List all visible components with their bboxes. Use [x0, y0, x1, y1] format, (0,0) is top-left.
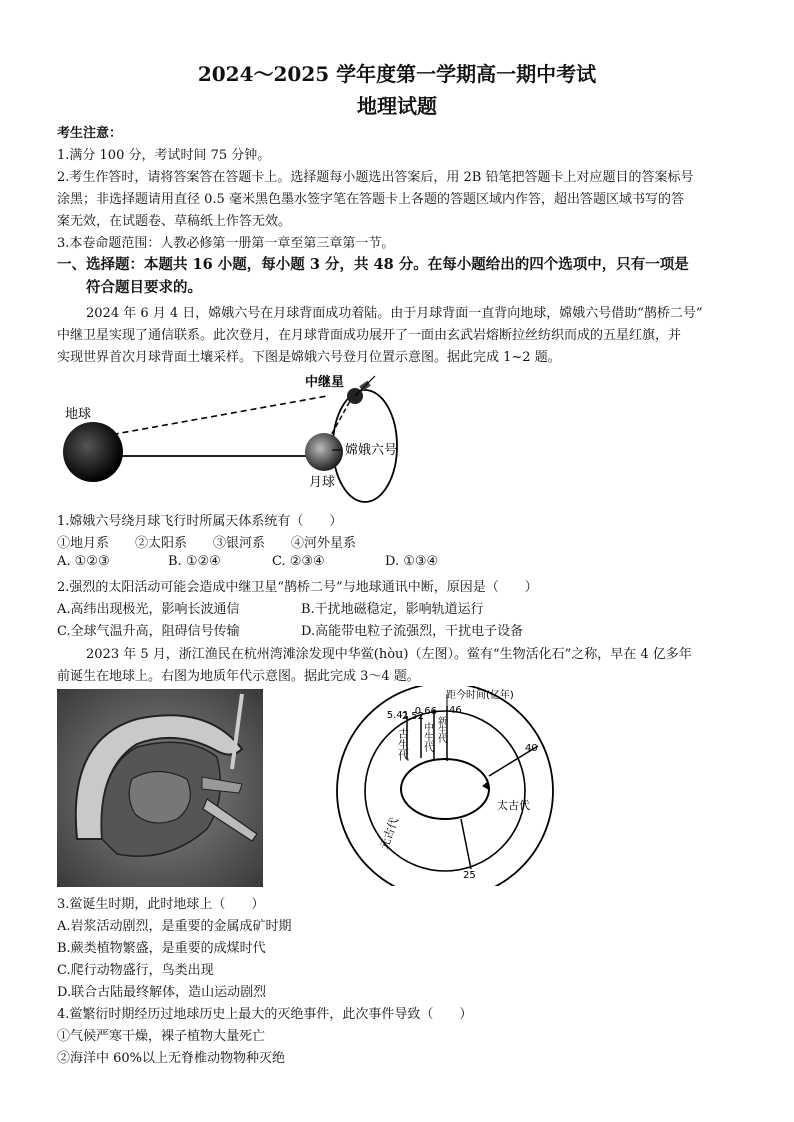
passage-line: 前诞生在地球上。右图为地质年代示意图。据此完成 3～4 题。	[57, 669, 420, 684]
notice-item: 3.本卷命题范围：人教必修第一册第一章至第三章第一节。	[57, 236, 395, 251]
passage-line: 2023 年 5 月，浙江渔民在杭州湾滩涂发现中华鲎(hòu)（左图）。鲎有“生物活化石”之称，早在 4 亿多年	[86, 647, 692, 662]
question-3-option-c: C.爬行动物盛行，鸟类出现	[57, 963, 214, 978]
section-heading-cont: 符合题目要求的。	[86, 279, 202, 296]
relay-link-line	[93, 396, 327, 438]
question-4-item-1: ①气候严寒干燥，裸子植物大量死亡	[57, 1029, 266, 1044]
relay-label: 中继星	[305, 375, 345, 390]
question-3-option-a: A.岩浆活动剧烈，是重要的金属成矿时期	[57, 919, 292, 934]
passage-line: 2024 年 6 月 4 日，嫦娥六号在月球背面成功着陆。由于月球背面一直背向地球，嫦娥六号借助“鹊桥二号”	[86, 306, 703, 321]
era-mesozoic: 中生代	[421, 722, 433, 752]
question-2-option-d: D.高能带电粒子流强烈，干扰电子设备	[301, 624, 524, 639]
era-paleozoic: 古生代	[396, 728, 410, 761]
tick-40: 40	[525, 743, 538, 754]
axis-title: 距今时间(亿年)	[446, 690, 514, 701]
notice-item: 涂黑；非选择题请用直径 0.5 毫米黑色墨水签字笔在答题卡上各题的答题区域内作答，超出答题区域书写的答	[57, 192, 684, 207]
question-1-option-c: C. ②③④	[272, 554, 325, 569]
chang-e-position-diagram	[57, 366, 407, 506]
tick-25: 25	[463, 870, 476, 881]
horseshoe-crab-photo	[57, 689, 263, 887]
inner-arrow-ring	[401, 759, 489, 819]
question-4-stem: 4.鲎繁衍时期经历过地球历史上最大的灭绝事件，此次事件导致（ ）	[57, 1007, 473, 1022]
question-1-items: ①地月系 ②太阳系 ③银河系 ④河外星系	[57, 536, 357, 551]
geologic-time-diagram	[333, 686, 558, 886]
tick-252: 2.52	[401, 711, 424, 722]
tick-066: 0.66	[414, 706, 437, 717]
exam-subtitle: 地理试题	[357, 94, 437, 118]
era-archean: 太古代	[497, 799, 530, 812]
passage-line: 中继卫星实现了通信联系。此次登月，在月球背面成功展开了一面由玄武岩熔断拉丝纺织而成的五星红旗，并	[57, 328, 682, 343]
notice-item: 1.满分 100 分，考试时间 75 分钟。	[57, 148, 271, 163]
exam-title: 2024～2025 学年度第一学期高一期中考试	[197, 62, 597, 86]
question-1-option-b: B. ①②④	[168, 554, 221, 569]
moon-label: 月球	[309, 475, 336, 490]
earth-label: 地球	[65, 407, 92, 422]
question-2-option-b: B.干扰地磁稳定，影响轨道运行	[301, 602, 484, 617]
moon-icon	[305, 433, 343, 471]
notice-heading: 考生注意：	[57, 126, 123, 141]
passage-line: 实现世界首次月球背面土壤采样。下图是嫦娥六号登月位置示意图。据此完成 1~2 题。	[57, 350, 561, 365]
boundary-25	[461, 819, 471, 869]
era-proterozoic: 元古代	[377, 815, 402, 852]
question-3-option-d: D.联合古陆最终解体，造山运动剧烈	[57, 985, 267, 1000]
section-heading: 一、选择题：本题共 16 小题，每小题 3 分，共 48 分。在每小题给出的四个选项中，只有一项是	[57, 256, 689, 273]
notice-item: 案无效，在试题卷、草稿纸上作答无效。	[57, 214, 292, 229]
question-2-option-c: C.全球气温升高，阻碍信号传输	[57, 624, 240, 639]
question-2-option-a: A.高纬出现极光，影响长波通信	[57, 602, 240, 617]
question-4-item-2: ②海洋中 60%以上无脊椎动物物种灭绝	[57, 1051, 286, 1066]
tick-46: 46	[449, 705, 462, 716]
question-1-option-a: A. ①②③	[57, 554, 110, 569]
question-3-option-b: B.蕨类植物繁盛，是重要的成煤时代	[57, 941, 266, 956]
earth-icon	[63, 422, 123, 482]
question-2-stem: 2.强烈的太阳活动可能会造成中继卫星“鹊桥二号”与地球通讯中断，原因是（ ）	[57, 580, 538, 595]
question-1-stem: 1.嫦娥六号绕月球飞行时所属天体系统有（ ）	[57, 514, 343, 529]
question-1-option-d: D. ①③④	[385, 554, 439, 569]
crab-shell-center	[129, 772, 190, 824]
notice-item: 2.考生作答时，请将答案答在答题卡上。选择题每小题选出答案后，用 2B 铅笔把答题卡上对应题目的答案标号	[57, 170, 694, 185]
era-cenozoic: 新生代	[436, 716, 446, 743]
chang-e-label: 嫦娥六号	[345, 443, 398, 458]
question-3-stem: 3.鲎诞生时期，此时地球上（ ）	[57, 897, 265, 912]
tick-541: 5.41	[386, 710, 409, 721]
